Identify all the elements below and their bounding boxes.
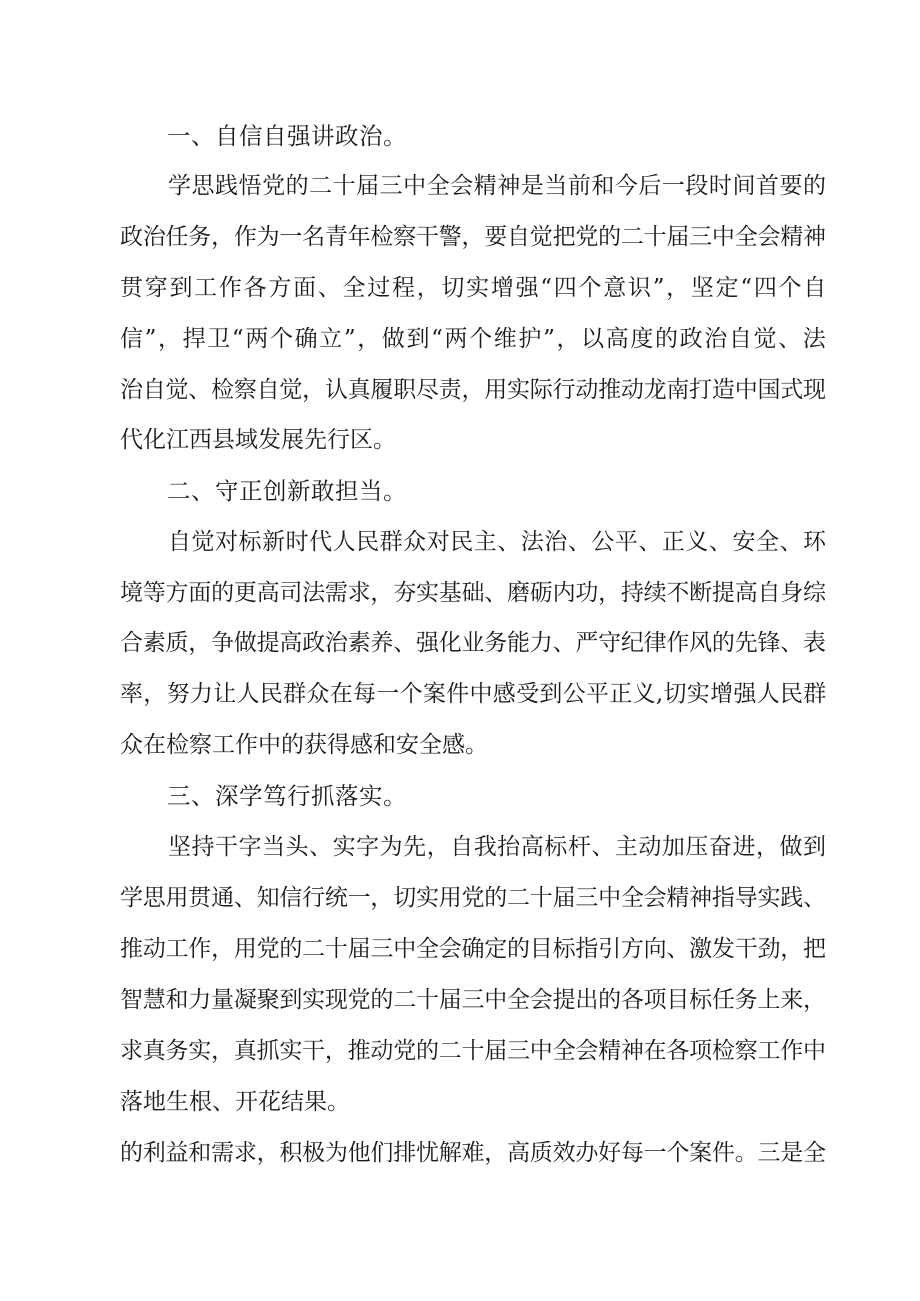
section-3-heading: 三、深学笃行抓落实。	[167, 782, 407, 810]
section-1-line-2: 政治任务，作为一名青年检察干警，要自觉把党的二十届三中全会精神	[120, 224, 826, 250]
section-2-line-5: 众在检察工作中的获得感和安全感。	[120, 732, 488, 758]
section-2-line-2: 境等方面的更高司法需求，夯实基础、磨砺内功，持续不断提高自身综	[120, 580, 826, 606]
section-3-line-5: 求真务实，真抓实干，推动党的二十届三中全会精神在各项检察工作中	[120, 1038, 826, 1064]
section-3-line-2: 学思用贯通、知信行统一，切实用党的二十届三中全会精神指导实践、	[120, 885, 826, 911]
section-2-line-1: 自觉对标新时代人民群众对民主、法治、公平、正义、安全、环	[168, 529, 827, 555]
section-1-line-3: 贯穿到工作各方面、全过程，切实增强“四个意识”，坚定“四个自	[120, 275, 828, 301]
section-1-heading: 一、自信自强讲政治。	[167, 122, 407, 150]
section-1-line-5: 治自觉、检察自觉，认真履职尽责，用实际行动推动龙南打造中国式现	[120, 377, 826, 403]
section-3-line-4: 智慧和力量凝聚到实现党的二十届三中全会提出的各项目标任务上来，	[120, 987, 826, 1013]
section-1-line-1: 学思践悟党的二十届三中全会精神是当前和今后一段时间首要的	[168, 173, 827, 199]
section-1-line-4: 信”，捍卫“两个确立”，做到“两个维护”，以高度的政治自觉、法	[120, 326, 828, 352]
section-3-line-6: 落地生根、开花结果。	[120, 1089, 350, 1115]
section-3-line-3: 推动工作，用党的二十届三中全会确定的目标指引方向、激发干劲，把	[120, 936, 826, 962]
section-2-line-4: 率，努力让人民群众在每一个案件中感受到公平正义,切实增强人民群	[120, 681, 827, 707]
section-2-line-3: 合素质，争做提高政治素养、强化业务能力、严守纪律作风的先锋、表	[120, 630, 826, 656]
section-3-line-1: 坚持干字当头、实字为先，自我抬高标杆、主动加压奋进，做到	[168, 834, 827, 860]
section-1-line-6: 代化江西县域发展先行区。	[120, 427, 396, 453]
section-2-heading: 二、守正创新敢担当。	[167, 477, 407, 505]
trailing-text-line: 的利益和需求，积极为他们排忧解难，高质效办好每一个案件。三是全	[120, 1140, 826, 1166]
